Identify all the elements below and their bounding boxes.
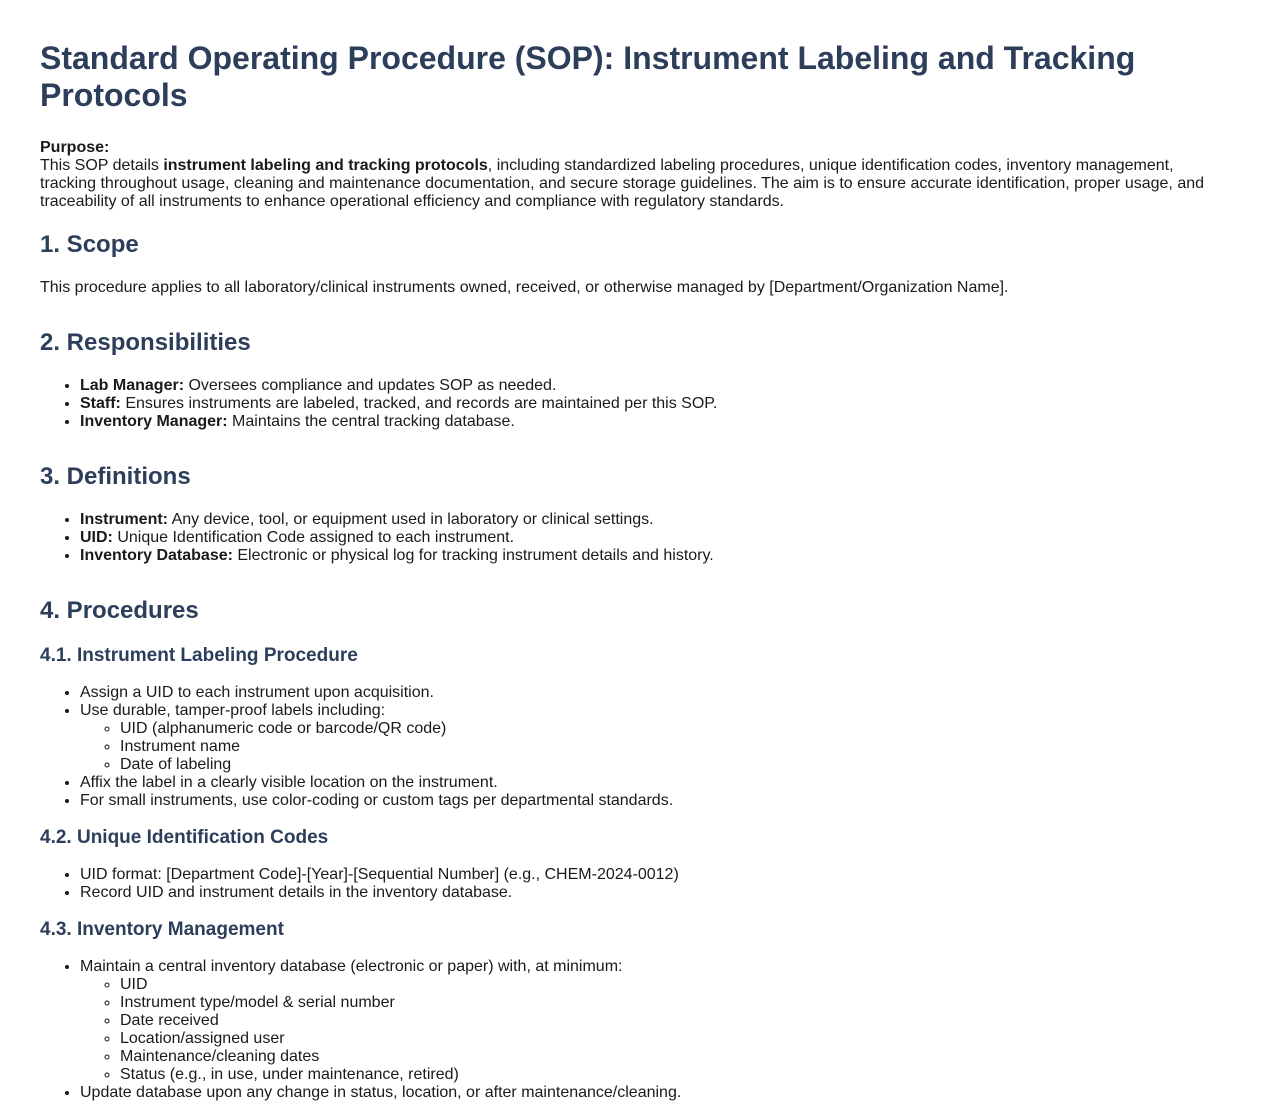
sublist-item: ◦ UID <box>120 976 1223 994</box>
list-item <box>80 547 1223 565</box>
list-item <box>80 395 1223 413</box>
sublist-item: ◦ Date received <box>120 1012 1223 1030</box>
sublist-item: ◦ Status (e.g., in use, under maintenance, retired) <box>120 1066 1223 1084</box>
list-item <box>80 529 1223 547</box>
list-item: • Update database upon any change in status, location, or after maintenance/cleaning. <box>80 1084 1223 1102</box>
term: Inventory Manager: <box>80 413 228 430</box>
inventory-management-heading: 4.3. Inventory Management <box>40 919 284 940</box>
description: Any device, tool, or equipment used in laboratory or clinical settings. <box>168 511 654 528</box>
list-item <box>80 377 1223 395</box>
uid-codes-heading: 4.2. Unique Identification Codes <box>40 827 329 848</box>
sublist-item: ◦ Location/assigned user <box>120 1030 1223 1048</box>
description: Unique Identification Code assigned to each instrument. <box>112 529 515 546</box>
term: Lab Manager: <box>80 377 185 394</box>
list-item: • UID format: [Department Code]-[Year]-[Sequential Number] (e.g., CHEM-2024-0012) <box>80 866 1223 884</box>
description: Ensures instruments are labeled, tracked, and records are maintained per this SOP. <box>120 395 718 412</box>
term: Inventory Database: <box>80 547 233 564</box>
list-item <box>80 413 1223 431</box>
scope-heading: 1. Scope <box>40 231 139 258</box>
list-item <box>80 702 1223 774</box>
list-item-text: Maintain a central inventory database (electronic or paper) with, at minimum: <box>80 958 623 975</box>
definitions-heading: 3. Definitions <box>40 463 191 490</box>
label-contents-sublist <box>80 720 1223 774</box>
purpose-text-emphasis: instrument labeling and tracking protocols <box>163 157 488 174</box>
purpose-text-end: , including standardized labeling procedures, unique identification codes, inventory management, tracking throughout usage, cleaning and maintenance documentation, and secure storage guidelines. The aim is to ensure accurate identification, proper usage, and traceability of all instruments to enhance operational efficiency and compliance with regulatory standards. <box>40 157 1205 210</box>
scope-text: This procedure applies to all laboratory/clinical instruments owned, received, or otherwise managed by [Department/Organization Name]. <box>40 279 1009 296</box>
list-item: • Affix the label in a clearly visible location on the instrument. <box>80 774 1223 792</box>
purpose-text-start: This SOP details <box>40 157 164 174</box>
sublist-item: ◦ UID (alphanumeric code or barcode/QR code) <box>120 720 1223 738</box>
responsibilities-list <box>40 377 1223 431</box>
labeling-procedure-list <box>40 684 1223 810</box>
page-title: Standard Operating Procedure (SOP): Instrument Labeling and Tracking Protocols <box>40 40 1136 113</box>
inventory-management-list <box>40 958 1223 1102</box>
inventory-fields-sublist <box>80 976 1223 1084</box>
term: UID: <box>80 529 113 546</box>
list-item: • For small instruments, use color-coding or custom tags per departmental standards. <box>80 792 1223 810</box>
term: Staff: <box>80 395 121 412</box>
description: Oversees compliance and updates SOP as needed. <box>184 377 557 394</box>
description: Electronic or physical log for tracking instrument details and history. <box>232 547 714 564</box>
uid-codes-list <box>40 866 1223 902</box>
sublist-item: ◦ Instrument type/model & serial number <box>120 994 1223 1012</box>
labeling-procedure-heading: 4.1. Instrument Labeling Procedure <box>40 645 358 666</box>
list-item <box>80 958 1223 1084</box>
sublist-item: ◦ Date of labeling <box>120 756 1223 774</box>
description: Maintains the central tracking database. <box>227 413 515 430</box>
purpose-label: Purpose: <box>40 139 110 156</box>
definitions-list <box>40 511 1223 565</box>
list-item: • Assign a UID to each instrument upon acquisition. <box>80 684 1223 702</box>
list-item <box>80 511 1223 529</box>
list-item-text: Use durable, tamper-proof labels including: <box>80 702 386 719</box>
sublist-item: ◦ Maintenance/cleaning dates <box>120 1048 1223 1066</box>
purpose-text <box>40 157 1223 211</box>
sublist-item: ◦ Instrument name <box>120 738 1223 756</box>
list-item: • Record UID and instrument details in the inventory database. <box>80 884 1223 902</box>
responsibilities-heading: 2. Responsibilities <box>40 329 251 356</box>
purpose-section <box>40 139 1223 211</box>
procedures-heading: 4. Procedures <box>40 597 199 624</box>
term: Instrument: <box>80 511 168 528</box>
